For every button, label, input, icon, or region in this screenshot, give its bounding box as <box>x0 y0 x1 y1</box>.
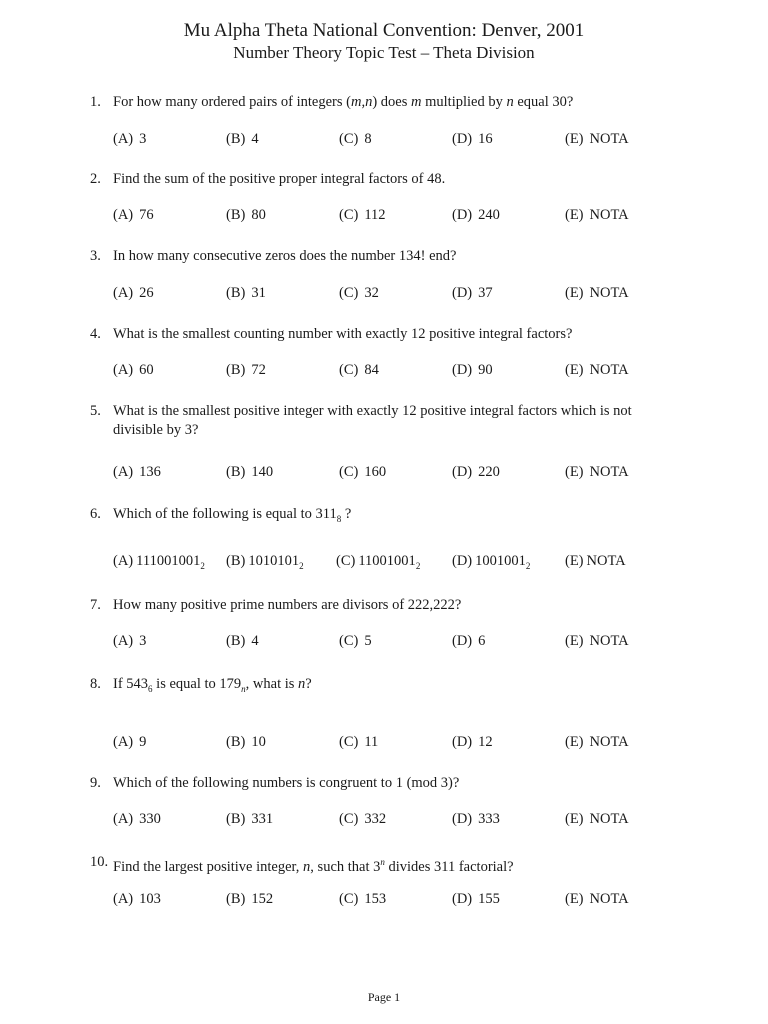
choice-value: 5 <box>364 633 372 649</box>
choice-label: (B) <box>226 891 246 907</box>
question-number: 10. <box>90 854 109 870</box>
answer-choice-c[interactable] <box>339 130 372 149</box>
answer-choice-e[interactable] <box>565 733 629 752</box>
choice-label: (A) <box>113 131 134 147</box>
question-text: What is the smallest positive integer with exactly 12 positive integral factors which is not divisible by 3? <box>113 403 632 438</box>
choice-label: (C) <box>339 811 359 827</box>
choice-value: NOTA <box>589 207 629 223</box>
choice-value: 11 <box>364 734 379 750</box>
choice-label: (E) <box>565 734 584 750</box>
answer-choice-e[interactable] <box>565 284 629 303</box>
question-text: For how many ordered pairs of integers (m,n) does m multiplied by n equal 30? <box>113 94 574 110</box>
choice-value: 220 <box>478 464 500 480</box>
answer-choice-d[interactable] <box>452 361 493 380</box>
choice-label: (C) <box>339 207 359 223</box>
choice-value: NOTA <box>589 891 629 907</box>
choice-label: (C) <box>339 633 359 649</box>
choice-value: 84 <box>364 362 379 378</box>
answer-choice-a[interactable] <box>113 632 146 651</box>
choice-value: NOTA <box>589 362 629 378</box>
answer-choice-c[interactable] <box>339 890 386 909</box>
choice-value: 16 <box>478 131 493 147</box>
answer-choice-a[interactable] <box>113 890 161 909</box>
choice-base-subscript: 2 <box>299 561 304 571</box>
choice-label: (E) <box>565 207 584 223</box>
choice-label: (D) <box>452 553 473 569</box>
answer-choice-c[interactable] <box>336 552 420 576</box>
choice-label: (C) <box>339 285 359 301</box>
choice-value: 3 <box>139 131 147 147</box>
choice-value: NOTA <box>589 131 629 147</box>
question-text: How many positive prime numbers are divisors of 222,222? <box>113 597 462 613</box>
answer-choice-d[interactable] <box>452 632 485 651</box>
answer-choice-d[interactable] <box>452 810 500 829</box>
question-text: In how many consecutive zeros does the number 134! end? <box>113 248 457 264</box>
question-number: 2. <box>90 171 101 187</box>
question-number: 9. <box>90 775 101 791</box>
answer-choice-a[interactable] <box>113 463 161 482</box>
answer-choice-d[interactable] <box>452 890 500 909</box>
answer-choice-e[interactable] <box>565 361 629 380</box>
choice-value: 32 <box>364 285 379 301</box>
question-number: 5. <box>90 403 101 419</box>
choice-value: 136 <box>139 464 161 480</box>
choice-value: 3 <box>139 633 147 649</box>
choice-value: 112 <box>364 207 386 223</box>
choice-value: 10 <box>251 734 266 750</box>
choice-value: 240 <box>478 207 500 223</box>
choice-value: 31 <box>251 285 266 301</box>
choice-value: 332 <box>364 811 387 827</box>
choice-label: (A) <box>113 464 134 480</box>
question-text: What is the smallest counting number with exactly 12 positive integral factors? <box>113 326 573 342</box>
answer-choice-c[interactable] <box>339 361 379 380</box>
answer-choice-b[interactable] <box>226 733 266 752</box>
choice-value: 1001001 <box>475 553 526 569</box>
choice-label: (B) <box>226 131 246 147</box>
question-number: 3. <box>90 248 101 264</box>
choice-label: (B) <box>226 207 246 223</box>
choice-label: (B) <box>226 633 246 649</box>
choice-value: 111001001 <box>136 553 201 569</box>
choice-label: (A) <box>113 734 134 750</box>
question-text: Find the largest positive integer, n, such that 3$^n$ divides 311 factorial? <box>113 857 514 875</box>
answer-choice-a[interactable] <box>113 206 154 225</box>
choice-label: (B) <box>226 734 246 750</box>
choice-value: 76 <box>139 207 154 223</box>
answer-choice-c[interactable] <box>339 632 372 651</box>
answer-choice-e[interactable] <box>565 130 629 149</box>
choice-base-subscript: 2 <box>525 561 531 571</box>
choice-label: (E) <box>565 891 584 907</box>
choice-label: (D) <box>452 811 473 827</box>
choice-value: 60 <box>139 362 154 378</box>
choice-value: NOTA <box>589 633 629 649</box>
choice-label: (A) <box>113 362 134 378</box>
choice-value: 80 <box>251 207 266 223</box>
choice-value: 1010101 <box>248 553 300 569</box>
answer-choice-b[interactable] <box>226 810 273 829</box>
answer-choice-e[interactable] <box>565 810 629 829</box>
choice-label: (D) <box>452 891 473 907</box>
choice-value: 160 <box>364 464 387 480</box>
question-text: Which of the following is equal to $311_8$ ? <box>113 506 352 524</box>
choice-label: (E) <box>565 811 584 827</box>
choice-value: 330 <box>139 811 161 827</box>
answer-choice-e[interactable] <box>565 890 629 909</box>
choice-label: (B) <box>226 553 246 569</box>
choice-value: 103 <box>139 891 161 907</box>
choice-value: 333 <box>478 811 500 827</box>
choice-value: NOTA <box>589 811 629 827</box>
choice-value: 90 <box>478 362 493 378</box>
choice-label: (D) <box>452 285 473 301</box>
question-number: 7. <box>90 597 101 613</box>
answer-choice-e[interactable] <box>565 206 629 225</box>
choice-value: 152 <box>251 891 274 907</box>
answer-choice-d[interactable] <box>452 206 500 225</box>
choice-value: 8 <box>364 131 372 147</box>
question-text: If $543_6$ is equal to $179_n$, what is n? <box>113 676 312 694</box>
choice-value: 153 <box>364 891 387 907</box>
question-number: 1. <box>90 94 101 110</box>
choice-value: 331 <box>251 811 274 827</box>
choice-label: (C) <box>339 891 359 907</box>
choice-label: (A) <box>113 285 134 301</box>
choice-label: (C) <box>339 131 359 147</box>
choice-value: NOTA <box>589 464 629 480</box>
question-text: Find the sum of the positive proper integral factors of 48. <box>113 171 446 187</box>
answer-choice-a[interactable] <box>113 733 146 752</box>
page-number: Page 1 <box>367 990 401 1004</box>
answer-choice-b[interactable] <box>226 463 273 482</box>
choice-base-subscript: 2 <box>415 561 421 571</box>
answer-choice-a[interactable] <box>113 810 161 829</box>
answer-choice-c[interactable] <box>339 810 386 829</box>
choice-label: (E) <box>565 285 584 301</box>
answer-choice-b[interactable] <box>226 632 259 651</box>
choice-label: (C) <box>339 464 359 480</box>
answer-choice-e[interactable] <box>565 552 626 571</box>
choice-value: NOTA <box>586 553 626 569</box>
choice-label: (E) <box>565 464 584 480</box>
answer-choice-a[interactable] <box>113 284 154 303</box>
answer-choice-b[interactable] <box>226 130 259 149</box>
answer-choice-c[interactable] <box>339 284 379 303</box>
answer-choice-b[interactable] <box>226 284 266 303</box>
choice-label: (D) <box>452 734 473 750</box>
answer-choice-d[interactable] <box>452 552 530 576</box>
choice-label: (C) <box>339 734 359 750</box>
choice-label: (D) <box>452 207 473 223</box>
answer-choice-c[interactable] <box>339 206 386 225</box>
choice-value: NOTA <box>589 734 629 750</box>
choice-value: 37 <box>478 285 493 301</box>
answer-choice-d[interactable] <box>452 284 493 303</box>
choice-label: (A) <box>113 633 134 649</box>
answer-choice-d[interactable] <box>452 463 500 482</box>
choice-label: (D) <box>452 131 473 147</box>
choice-label: (C) <box>336 553 356 569</box>
question-number: 6. <box>90 506 101 522</box>
answer-choice-d[interactable] <box>452 130 493 149</box>
choice-value: 140 <box>251 464 274 480</box>
answer-choice-d[interactable] <box>452 733 493 752</box>
choice-value: 155 <box>478 891 500 907</box>
choice-value: 9 <box>139 734 147 750</box>
question-text: Which of the following numbers is congruent to 1 (mod 3)? <box>113 775 460 791</box>
choice-label: (B) <box>226 362 246 378</box>
choice-label: (D) <box>452 362 473 378</box>
choice-label: (A) <box>113 891 134 907</box>
choice-label: (D) <box>452 633 473 649</box>
answer-choice-b[interactable] <box>226 890 273 909</box>
choice-base-subscript: 2 <box>200 561 205 571</box>
choice-value: 26 <box>139 285 154 301</box>
question-number: 4. <box>90 326 101 342</box>
choice-value: 6 <box>478 633 486 649</box>
choice-label: (E) <box>565 131 584 147</box>
choice-value: 12 <box>478 734 493 750</box>
answer-choice-b[interactable] <box>226 361 266 380</box>
choice-label: (B) <box>226 464 246 480</box>
choice-value: NOTA <box>589 285 629 301</box>
choice-label: (E) <box>565 362 584 378</box>
answer-choice-c[interactable] <box>339 463 386 482</box>
choice-label: (A) <box>113 553 134 569</box>
choice-label: (B) <box>226 285 246 301</box>
choice-label: (D) <box>452 464 473 480</box>
choice-value: 4 <box>251 131 259 147</box>
answer-choice-e[interactable] <box>565 632 629 651</box>
answer-choice-a[interactable] <box>113 361 154 380</box>
page-title: Mu Alpha Theta National Convention: Denver, 2001 <box>183 20 585 41</box>
answer-choice-b[interactable] <box>226 206 266 225</box>
answer-choice-b[interactable] <box>226 552 304 576</box>
choice-value: 11001001 <box>358 553 416 569</box>
answer-choice-c[interactable] <box>339 733 378 752</box>
choice-label: (A) <box>113 811 134 827</box>
choice-value: 72 <box>251 362 266 378</box>
choice-label: (E) <box>565 633 584 649</box>
choice-label: (A) <box>113 207 134 223</box>
answer-choice-a[interactable] <box>113 552 205 576</box>
page-subtitle: Number Theory Topic Test – Theta Division <box>233 43 535 62</box>
answer-choice-e[interactable] <box>565 463 629 482</box>
question-number: 8. <box>90 676 101 692</box>
choice-label: (B) <box>226 811 246 827</box>
choice-label: (C) <box>339 362 359 378</box>
choice-label: (E) <box>565 553 584 569</box>
choice-value: 4 <box>251 633 259 649</box>
answer-choice-a[interactable] <box>113 130 146 149</box>
